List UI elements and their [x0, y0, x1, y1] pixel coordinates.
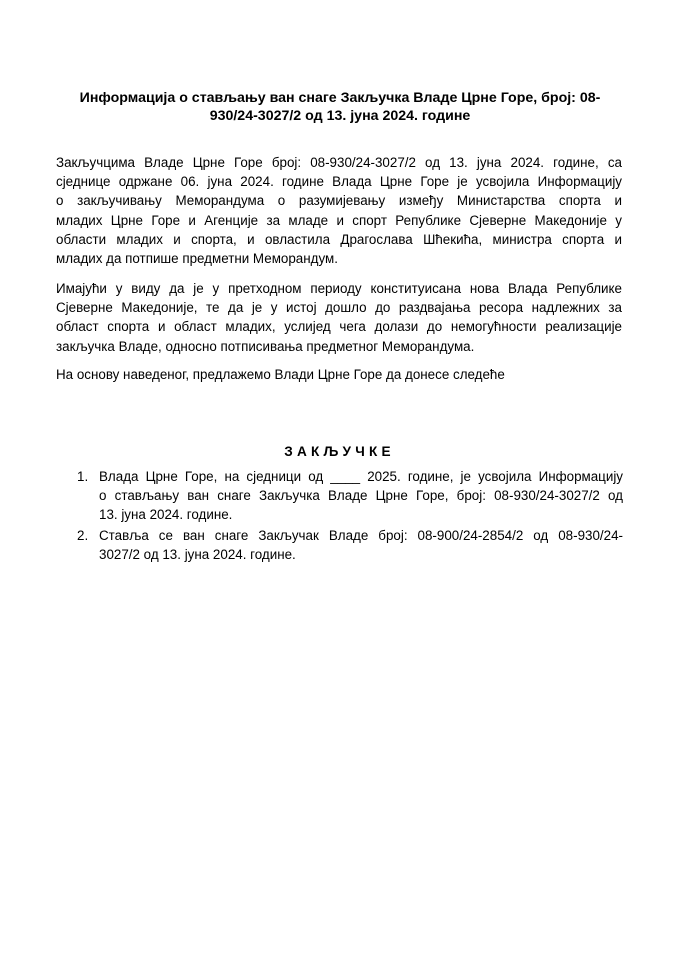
list-item-line: Ставља се ван снаге Закључак Владе број: 08-900/24-2854/2 од 08-930/24-: [99, 528, 623, 543]
paragraph-1-line: младих да потпише предметни Меморандум.: [56, 250, 338, 266]
paragraph-2-line: Сјеверне Македоније, те да је у истој дошло до раздвајања ресора надлежних за: [56, 300, 622, 316]
paragraph-1-line: сједнице одржане 06. јуна 2024. године Влада Црне Горе је усвојила Информацију: [56, 174, 622, 190]
title-line-2: 930/24-3027/2 од 13. јуна 2024. године: [209, 108, 471, 124]
list-item-text: [99, 526, 623, 564]
list-item-number: 1.: [77, 469, 89, 484]
paragraph-2: [56, 279, 622, 356]
paragraph-2-line: област спорта и област младих, услијед чега долази до немогућности реализације: [56, 319, 622, 335]
conclusions-heading: ЗАКЉУЧКЕ: [284, 444, 395, 459]
paragraph-1-line: о закључивању Меморандума о разумијевању између Министарства спорта и: [56, 193, 622, 209]
list-item-line: о стављању ван снаге Закључка Владе Црне Горе, број: 08-930/24-3027/2 од: [99, 488, 623, 504]
list-item-text: [99, 467, 623, 525]
paragraph-1-line: младих Црне Горе и Агенције за младе и спорт Републике Сјеверне Македоније у: [56, 212, 622, 228]
paragraph-3: [56, 365, 622, 384]
list-item-line: 3027/2 од 13. јуна 2024. године.: [99, 547, 296, 563]
paragraph-1-line: Закључцима Владе Црне Горе број: 08-930/24-3027/2 од 13. јуна 2024. године, са: [56, 155, 622, 170]
paragraph-2-line: закључка Владе, односно потписивања предметног Меморандума.: [56, 338, 475, 354]
list-item-line: 13. јуна 2024. године.: [99, 507, 233, 523]
paragraph-1: [56, 153, 622, 268]
list-item-number: 2.: [77, 528, 89, 543]
paragraph-2-line: Имајући у виду да је у претходном периоду конституисана нова Влада Републике: [56, 281, 622, 296]
paragraph-3-line: На основу наведеног, предлажемо Влади Црне Горе да донесе следеће: [56, 367, 505, 382]
title-line-1: Информација о стављању ван снаге Закључка Владе Црне Горе, број: 08-: [79, 90, 601, 106]
list-item-line: Влада Црне Горе, на сједници од ____ 2025. године, је усвојила Информацију: [99, 469, 623, 484]
document-title: [60, 89, 620, 125]
paragraph-1-line: области младих и спорта, и овластила Драгослава Шћекића, министра спорта и: [56, 231, 622, 247]
